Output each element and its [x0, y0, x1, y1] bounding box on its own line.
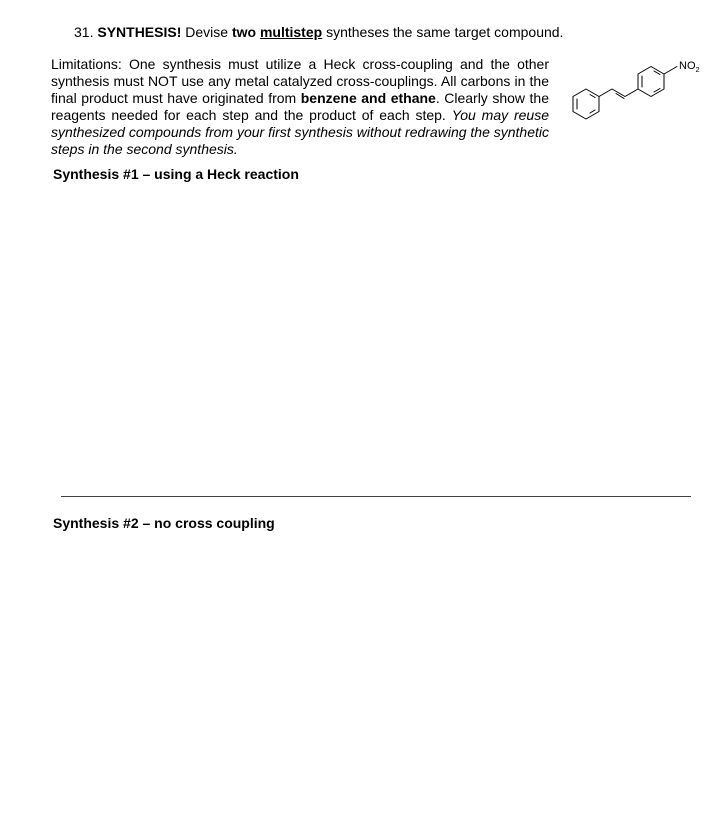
- question-number: 31.: [74, 24, 94, 40]
- section-divider: [61, 496, 691, 497]
- synthesis-2-heading: Synthesis #2 – no cross coupling: [53, 515, 275, 531]
- limitations-instructions: . Clearly show the reagents needed for each step and the product of each step.: [51, 90, 550, 123]
- synthesis-1-heading: Synthesis #1 – using a Heck reaction: [53, 166, 299, 182]
- limitations-starting-materials: benzene and ethane: [300, 90, 436, 106]
- question-emphasis-underlined: multistep: [259, 24, 323, 40]
- nitro-bond: [664, 67, 677, 75]
- nitro-group-label: $NO_2$: [679, 60, 700, 74]
- question-title: SYNTHESIS!: [97, 24, 182, 40]
- question-text-after: syntheses the same target compound.: [326, 24, 564, 40]
- target-compound-structure: [556, 44, 726, 134]
- question-emphasis: two: [231, 24, 257, 40]
- limitations-note: You may reuse synthesized compounds from your first synthesis without redrawing the synthetic steps in the second synthesis.: [51, 107, 550, 157]
- synthesis-2-answer-area[interactable]: [53, 540, 693, 810]
- limitations-text: Limitations: One synthesis must utilize a Heck cross-coupling and the other synthesis must NOT use any metal catalyzed cross-couplings. All carbons in the final product must have originated from: [51, 56, 549, 106]
- limitations-paragraph: [51, 56, 549, 158]
- question-text-before: Devise: [185, 24, 229, 40]
- question-header: [74, 24, 563, 41]
- synthesis-1-answer-area[interactable]: [53, 190, 693, 490]
